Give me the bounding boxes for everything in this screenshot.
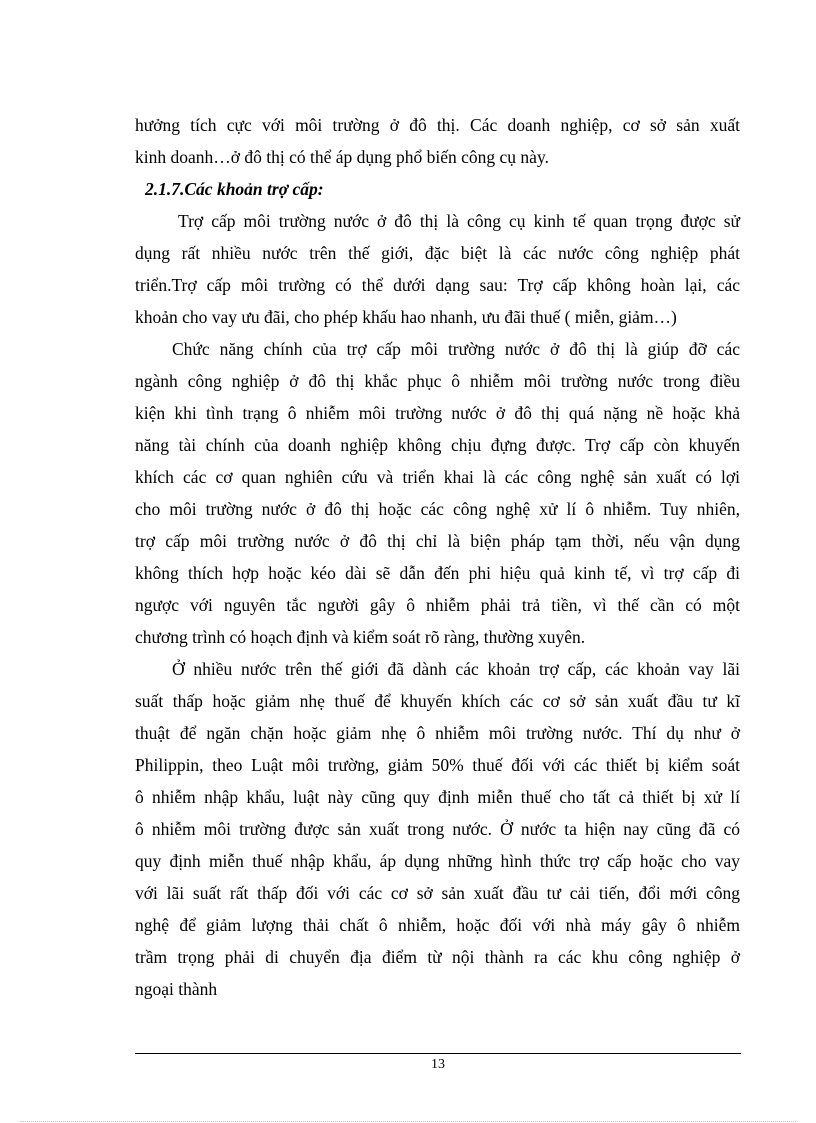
paragraph-line: không thích hợp hoặc kéo dài sẽ dẫn đến phi hiệu quả kinh tế, vì trợ cấp đi: [135, 563, 740, 583]
paragraph-line: dụng rất nhiều nước trên thế giới, đặc biệt là các nước công nghiệp phát: [135, 243, 740, 263]
paragraph-line: ngược với nguyên tắc người gây ô nhiễm phải trả tiền, vì thế cần có một: [135, 595, 740, 615]
paragraph-line: cho môi trường nước ở đô thị hoặc các công nghệ xử lí ô nhiễm. Tuy nhiên,: [135, 499, 740, 519]
paragraph-line: kinh doanh…ở đô thị có thể áp dụng phổ biến công cụ này.: [135, 147, 549, 167]
paragraph-line: ngoại thành: [135, 979, 218, 999]
paragraph-line: trợ cấp môi trường nước ở đô thị chỉ là biện pháp tạm thời, nếu vận dụng: [135, 531, 740, 551]
page-edge: [20, 1121, 796, 1122]
paragraph-line: triển.Trợ cấp môi trường có thể dưới dạng sau: Trợ cấp không hoàn lại, các: [135, 275, 740, 295]
document-body: [135, 109, 740, 1005]
paragraph-line: kiện khi tình trạng ô nhiễm môi trường nước ở đô thị quá nặng nề hoặc khả: [135, 403, 740, 423]
paragraph-line: nghệ để giảm lượng thải chất ô nhiễm, hoặc đối với nhà máy gây ô nhiễm: [135, 915, 740, 935]
page-number: 13: [431, 1057, 445, 1072]
paragraph-line: thuật để ngăn chặn hoặc giảm nhẹ ô nhiễm môi trường nước. Thí dụ như ở: [135, 723, 740, 743]
paragraph-line: khích các cơ quan nghiên cứu và triển khai là các công nghệ sản xuất có lợi: [135, 467, 740, 487]
paragraph-line: Trợ cấp môi trường nước ở đô thị là công cụ kinh tế quan trọng được sử: [178, 211, 740, 231]
paragraph-line: khoản cho vay ưu đãi, cho phép khấu hao nhanh, ưu đãi thuế ( miễn, giảm…): [135, 307, 677, 327]
paragraph-line: Philippin, theo Luật môi trường, giảm 50% thuế đối với các thiết bị kiểm soát: [135, 755, 740, 775]
footer-divider: [135, 1053, 741, 1054]
section-heading: 2.1.7.Các khoản trợ cấp:: [145, 179, 324, 199]
paragraph-line: Ở nhiều nước trên thế giới đã dành các khoản trợ cấp, các khoản vay lãi: [172, 659, 740, 679]
paragraph-line: quy định miễn thuế nhập khẩu, áp dụng những hình thức trợ cấp hoặc cho vay: [135, 851, 740, 871]
paragraph-line: Chức năng chính của trợ cấp môi trường nước ở đô thị là giúp đỡ các: [172, 339, 740, 359]
paragraph-line: ngành công nghiệp ở đô thị khắc phục ô nhiễm môi trường nước trong điều: [135, 371, 740, 391]
paragraph-line: năng tài chính của doanh nghiệp không chịu đựng được. Trợ cấp còn khuyến: [135, 435, 740, 455]
paragraph-line: ô nhiễm môi trường được sản xuất trong nước. Ở nước ta hiện nay cũng đã có: [135, 819, 740, 839]
paragraph-line: với lãi suất rất thấp đối với các cơ sở sản xuất đầu tư cải tiến, đổi mới công: [135, 883, 740, 903]
paragraph-line: suất thấp hoặc giảm nhẹ thuế để khuyến khích các cơ sở sản xuất đầu tư kĩ: [135, 691, 740, 711]
paragraph-line: trầm trọng phải di chuyển địa điểm từ nội thành ra các khu công nghiệp ở: [135, 947, 740, 967]
paragraph-line: hưởng tích cực với môi trường ở đô thị. Các doanh nghiệp, cơ sở sản xuất: [135, 115, 740, 135]
paragraph-line: ô nhiễm nhập khẩu, luật này cũng quy định miễn thuế cho tất cả thiết bị xử lí: [135, 787, 740, 807]
paragraph-line: chương trình có hoạch định và kiểm soát rõ ràng, thường xuyên.: [135, 627, 586, 647]
